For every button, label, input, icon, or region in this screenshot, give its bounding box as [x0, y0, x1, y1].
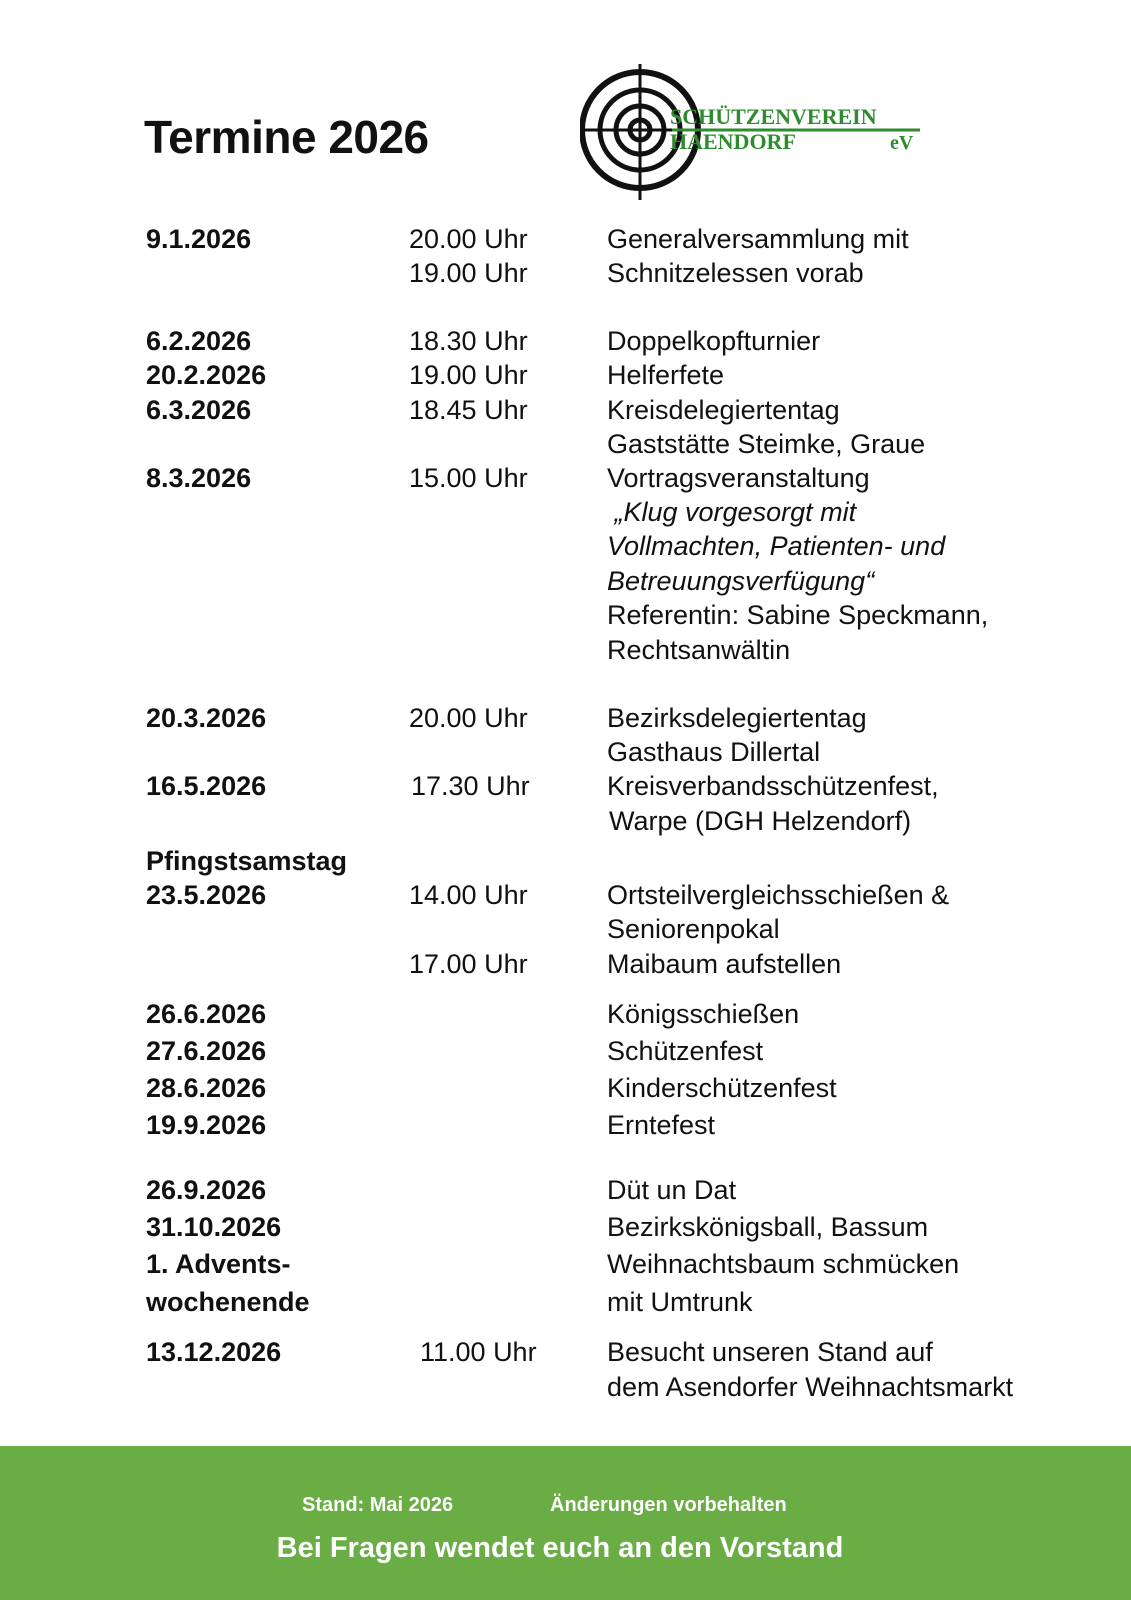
event-date: 27.6.2026 [146, 1036, 267, 1066]
logo-line1: SCHÜTZENVEREIN [670, 104, 877, 129]
event-date: 28.6.2026 [146, 1073, 267, 1103]
event-title: Düt un Dat [607, 1175, 737, 1205]
event-title: Helferfete [607, 360, 725, 390]
footer-contact: Bei Fragen wendet euch an den Vorstand [276, 1532, 844, 1564]
event-date: 9.1.2026 [146, 224, 252, 254]
event-title: Erntefest [607, 1110, 716, 1140]
event-title: Kreisverbandsschützenfest, [607, 771, 939, 801]
event-speaker: Rechtsanwältin [607, 635, 791, 665]
event-time: 19.00 Uhr [409, 258, 528, 288]
event-date: 20.3.2026 [146, 703, 267, 733]
event-speaker: Referentin: Sabine Speckmann, [607, 600, 989, 630]
event-date: 16.5.2026 [146, 771, 267, 801]
event-title: Besucht unseren Stand auf [607, 1337, 933, 1367]
event-location: Gaststätte Steimke, Graue [607, 429, 926, 459]
event-subtitle: Vollmachten, Patienten- und [607, 531, 946, 561]
event-time: 18.30 Uhr [409, 326, 528, 356]
event-title: Generalversammlung mit [607, 224, 909, 254]
event-title: Seniorenpokal [607, 914, 780, 944]
event-title: Schnitzelessen vorab [607, 258, 864, 288]
event-title: Bezirksdelegiertentag [607, 703, 867, 733]
event-date: 6.2.2026 [146, 326, 252, 356]
event-time: 14.00 Uhr [409, 880, 528, 910]
logo-suffix: eV [890, 132, 914, 154]
event-title: Doppelkopfturnier [607, 326, 821, 356]
event-title: Ortsteilvergleichsschießen & [607, 880, 950, 910]
event-date: 8.3.2026 [146, 463, 252, 493]
event-title: Vortragsveranstaltung [607, 463, 870, 493]
event-time: 15.00 Uhr [409, 463, 528, 493]
event-location: Warpe (DGH Helzendorf) [609, 806, 912, 836]
footer-disclaimer: Änderungen vorbehalten [550, 1494, 787, 1516]
event-title: Maibaum aufstellen [607, 949, 842, 979]
event-subtitle: Betreuungsverfügung“ [607, 566, 875, 596]
event-time: 20.00 Uhr [409, 703, 528, 733]
event-time: 19.00 Uhr [409, 360, 528, 390]
event-date: 26.9.2026 [146, 1175, 267, 1205]
event-date: 13.12.2026 [146, 1337, 282, 1367]
event-time: 20.00 Uhr [409, 224, 528, 254]
event-title: Kinderschützenfest [607, 1073, 837, 1103]
event-date: 23.5.2026 [146, 880, 267, 910]
event-title: Schützenfest [607, 1036, 764, 1066]
event-time: 17.30 Uhr [411, 771, 530, 801]
event-title: dem Asendorfer Weihnachtsmarkt [607, 1372, 1014, 1402]
event-title: Königsschießen [607, 999, 800, 1029]
logo-line2: HAENDORF [670, 129, 796, 154]
footer-band [0, 1446, 1131, 1600]
event-date: 20.2.2026 [146, 360, 267, 390]
event-title: Bezirkskönigsball, Bassum [607, 1212, 929, 1242]
event-time: 18.45 Uhr [409, 395, 528, 425]
event-date: 26.6.2026 [146, 999, 267, 1029]
event-time: 11.00 Uhr [420, 1337, 537, 1367]
event-title: mit Umtrunk [607, 1287, 753, 1317]
event-date: 31.10.2026 [146, 1212, 282, 1242]
event-title: Kreisdelegiertentag [607, 395, 840, 425]
event-date: 6.3.2026 [146, 395, 252, 425]
event-date-label: Pfingstsamstag [146, 846, 348, 876]
event-date: wochenende [146, 1287, 310, 1317]
event-time: 17.00 Uhr [409, 949, 528, 979]
page-title: Termine 2026 [144, 111, 429, 163]
event-title: Weihnachtsbaum schmücken [607, 1249, 960, 1279]
event-date: 19.9.2026 [146, 1110, 267, 1140]
event-subtitle: „Klug vorgesorgt mit [607, 497, 857, 527]
footer-status: Stand: Mai 2026 [302, 1494, 454, 1516]
event-date: 1. Advents- [146, 1249, 291, 1279]
event-location: Gasthaus Dillertal [607, 737, 821, 767]
